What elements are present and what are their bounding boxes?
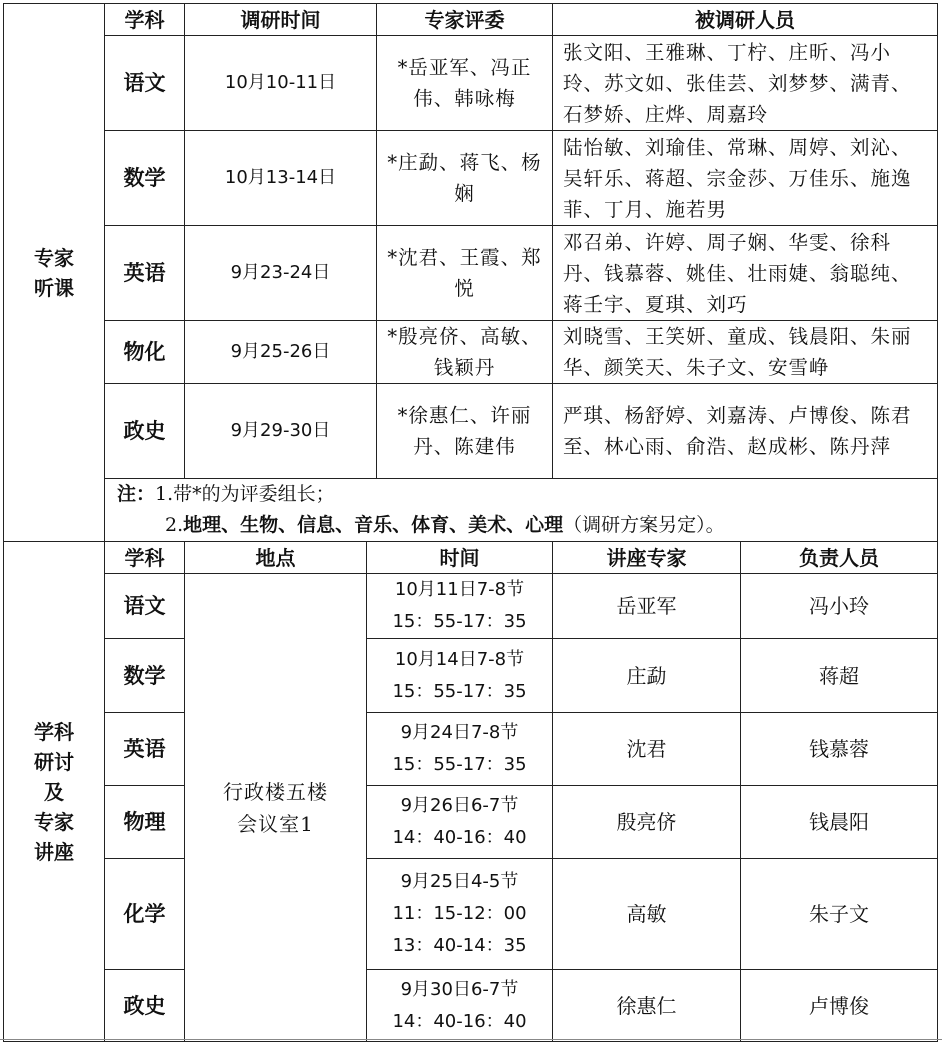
owner-cell: 钱晨阳 — [741, 786, 938, 859]
subject-cell: 英语 — [105, 713, 185, 786]
section-label-line: 学科 — [34, 719, 74, 744]
header-location: 地点 — [185, 542, 367, 574]
time-line: 14：40-16：40 — [392, 827, 527, 848]
subject-cell: 语文 — [105, 36, 185, 131]
time-line: 9月25日4-5节 — [400, 871, 519, 892]
table-row — [4, 384, 938, 479]
time-cell — [367, 786, 553, 859]
time-line: 15：55-17：35 — [392, 680, 527, 702]
experts-cell: *岳亚军、冯正伟、韩咏梅 — [377, 36, 553, 131]
time-line: 10月11日7-8节 — [394, 579, 525, 600]
time-line: 9月30日6-7节 — [400, 978, 519, 1000]
note-2-subjects: 地理、生物、信息、音乐、体育、美术、心理 — [183, 514, 564, 536]
subject-cell: 英语 — [105, 226, 185, 321]
subject-cell: 物化 — [105, 321, 185, 384]
location-line: 行政楼五楼 — [223, 779, 328, 804]
note-label: 注： — [117, 483, 156, 505]
people-cell: 张文阳、王雅琳、丁柠、庄昕、冯小玲、苏文如、张佳芸、刘梦梦、满青、石梦娇、庄烨、周嘉玲 — [553, 36, 938, 131]
table-header-row — [4, 542, 938, 574]
header-time: 时间 — [367, 542, 553, 574]
experts-cell: *徐惠仁、许丽丹、陈建伟 — [377, 384, 553, 479]
time-line: 10月14日7-8节 — [394, 648, 525, 670]
lecturer-cell: 庄勐 — [553, 639, 741, 713]
time-line: 14：40-16：40 — [392, 1010, 527, 1032]
section-label-lecture — [4, 542, 105, 1042]
note-line-2 — [117, 510, 937, 541]
table-row — [4, 859, 938, 970]
owner-cell: 朱子文 — [741, 859, 938, 970]
people-cell: 刘晓雪、王笑妍、童成、钱晨阳、朱丽华、颜笑天、朱子文、安雪峥 — [553, 321, 938, 384]
people-cell: 邓召弟、许婷、周子娴、华雯、徐科丹、钱慕蓉、姚佳、壮雨婕、翁聪纯、蒋壬宇、夏琪、刘巧 — [553, 226, 938, 321]
subject-cell: 数学 — [105, 639, 185, 713]
section-label-observation — [4, 4, 105, 542]
table-header-row — [4, 4, 938, 36]
table-row — [4, 786, 938, 859]
date-cell: 9月29-30日 — [185, 384, 377, 479]
header-owner: 负责人员 — [741, 542, 938, 574]
lecturer-cell: 殷亮侪 — [553, 786, 741, 859]
people-cell: 严琪、杨舒婷、刘嘉涛、卢博俊、陈君至、林心雨、俞浩、赵成彬、陈丹萍 — [553, 384, 938, 479]
header-lecturer: 讲座专家 — [553, 542, 741, 574]
time-line: 13：40-14：35 — [392, 935, 527, 956]
section-label-line: 专家 — [34, 245, 74, 270]
time-line: 9月24日7-8节 — [400, 722, 519, 743]
notes-cell — [105, 479, 938, 542]
lecturer-cell: 沈君 — [553, 713, 741, 786]
header-experts: 专家评委 — [377, 4, 553, 36]
subject-cell: 政史 — [105, 970, 185, 1042]
header-subject: 学科 — [105, 4, 185, 36]
owner-cell: 蒋超 — [741, 639, 938, 713]
section-label-line: 听课 — [34, 275, 74, 300]
experts-cell: *殷亮侪、高敏、钱颖丹 — [377, 321, 553, 384]
time-cell — [367, 574, 553, 639]
subject-cell: 数学 — [105, 131, 185, 226]
subject-cell: 物理 — [105, 786, 185, 859]
date-cell: 10月10-11日 — [185, 36, 377, 131]
header-date: 调研时间 — [185, 4, 377, 36]
note-line-1 — [117, 479, 937, 510]
header-people: 被调研人员 — [553, 4, 938, 36]
subject-cell: 政史 — [105, 384, 185, 479]
location-cell — [185, 574, 367, 1042]
notes-row — [4, 479, 938, 542]
time-line: 9月26日6-7节 — [400, 795, 519, 816]
header-subject: 学科 — [105, 542, 185, 574]
table-row — [4, 574, 938, 639]
observation-table — [3, 3, 938, 542]
note-1-text: 1.带*的为评委组长； — [155, 483, 335, 505]
table-row — [4, 639, 938, 713]
table-row — [4, 321, 938, 384]
time-line: 15：55-17：35 — [392, 754, 527, 775]
note-2-prefix: 2. — [165, 514, 184, 536]
subject-cell: 语文 — [105, 574, 185, 639]
lecturer-cell: 高敏 — [553, 859, 741, 970]
experts-cell: *庄勐、蒋飞、杨娴 — [377, 131, 553, 226]
lecture-table — [3, 541, 938, 1042]
table-row — [4, 131, 938, 226]
note-2-suffix: （调研方案另定）。 — [563, 514, 725, 536]
lecturer-cell: 徐惠仁 — [553, 970, 741, 1042]
table-row — [4, 226, 938, 321]
table-row — [4, 713, 938, 786]
date-cell: 10月13-14日 — [185, 131, 377, 226]
section-label-line: 讲座 — [34, 839, 74, 864]
time-cell — [367, 639, 553, 713]
date-cell: 9月23-24日 — [185, 226, 377, 321]
owner-cell: 冯小玲 — [741, 574, 938, 639]
section-label-line: 研讨 — [34, 749, 74, 774]
time-cell — [367, 859, 553, 970]
subject-cell: 化学 — [105, 859, 185, 970]
table-row — [4, 36, 938, 131]
time-line: 11：15-12：00 — [392, 903, 527, 924]
table-row — [4, 970, 938, 1042]
time-cell — [367, 713, 553, 786]
section-label-line: 专家 — [34, 809, 74, 834]
date-cell: 9月25-26日 — [185, 321, 377, 384]
lecturer-cell: 岳亚军 — [553, 574, 741, 639]
location-line: 会议室1 — [237, 811, 314, 836]
time-cell — [367, 970, 553, 1042]
owner-cell: 钱慕蓉 — [741, 713, 938, 786]
owner-cell: 卢博俊 — [741, 970, 938, 1042]
experts-cell: *沈君、王霞、郑悦 — [377, 226, 553, 321]
people-cell: 陆怡敏、刘瑜佳、常琳、周婷、刘沁、吴轩乐、蒋超、宗金莎、万佳乐、施逸菲、丁月、施若男 — [553, 131, 938, 226]
time-line: 15：55-17：35 — [392, 611, 527, 632]
section-label-line: 及 — [44, 779, 64, 804]
